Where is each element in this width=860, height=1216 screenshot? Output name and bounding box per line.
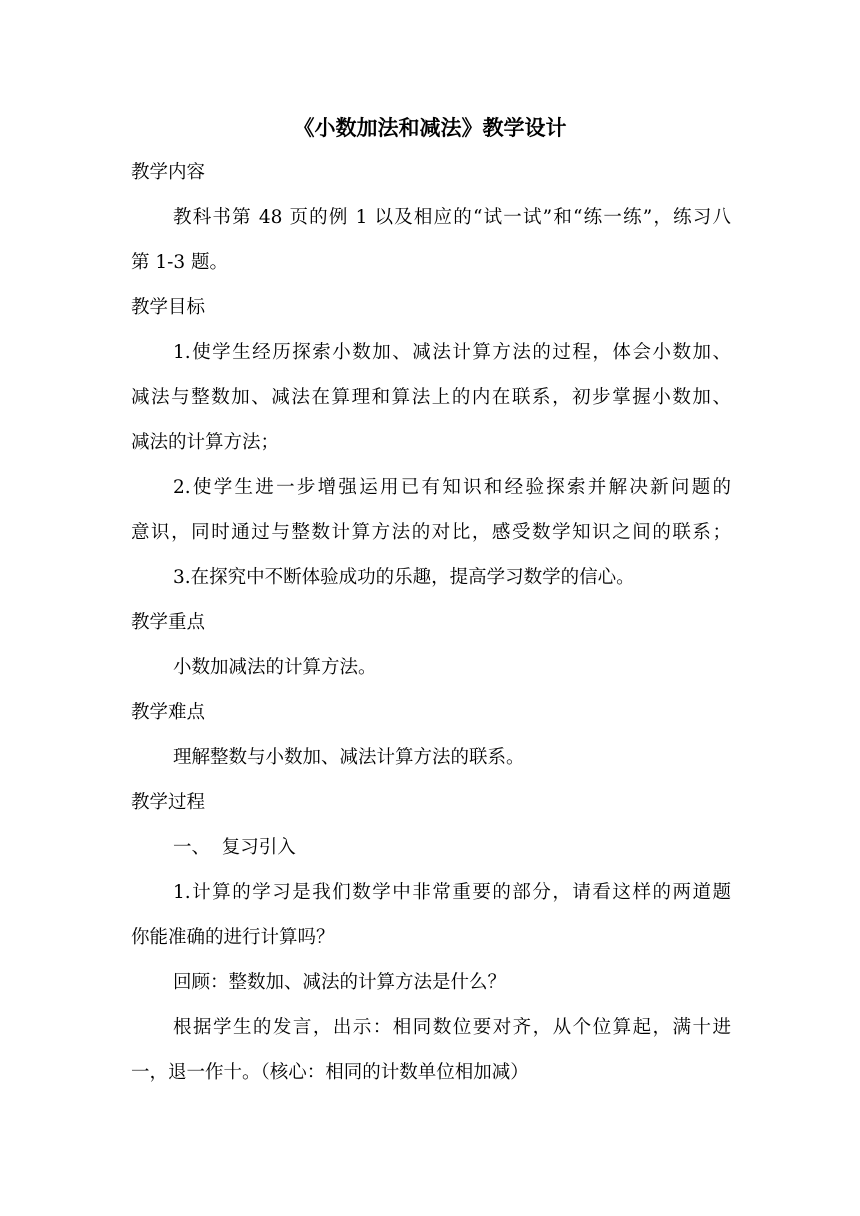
paragraph-line: 减法与整数加、减法在算理和算法上的内在联系，初步掌握小数加、 xyxy=(131,387,731,408)
paragraph-line: 回顾：整数加、减法的计算方法是什么？ xyxy=(173,972,507,993)
paragraph-line: 一，退一作十。（核心：相同的计数单位相加减） xyxy=(131,1062,529,1083)
section-heading-content: 教学内容 xyxy=(131,162,206,183)
paragraph-line: 你能准确的进行计算吗？ xyxy=(131,927,335,948)
section-heading-key-points: 教学重点 xyxy=(131,612,206,633)
paragraph-line: 理解整数与小数加、减法计算方法的联系。 xyxy=(173,747,525,768)
paragraph-line: 3.在探究中不断体验成功的乐趣，提高学习数学的信心。 xyxy=(173,567,635,588)
paragraph-line: 教科书第 48 页的例 1 以及相应的“试一试”和“练一练”，练习八 xyxy=(173,207,731,228)
paragraph-line: 2.使学生进一步增强运用已有知识和经验探索并解决新问题的 xyxy=(173,477,731,498)
paragraph-line: 1.使学生经历探索小数加、减法计算方法的过程，体会小数加、 xyxy=(173,342,731,363)
document-title: 《小数加法和减法》教学设计 xyxy=(293,115,567,140)
paragraph-line: 第 1-3 题。 xyxy=(131,252,229,273)
section-heading-process: 教学过程 xyxy=(131,792,206,813)
paragraph-line: 根据学生的发言，出示：相同数位要对齐，从个位算起，满十进 xyxy=(173,1017,731,1038)
process-step-heading: 一、 复习引入 xyxy=(173,837,296,858)
paragraph-line: 小数加减法的计算方法。 xyxy=(173,657,377,678)
paragraph-line: 1.计算的学习是我们数学中非常重要的部分，请看这样的两道题 xyxy=(173,882,731,903)
paragraph-line: 意识，同时通过与整数计算方法的对比，感受数学知识之间的联系； xyxy=(131,522,731,543)
paragraph-line: 减法的计算方法； xyxy=(131,432,280,453)
section-heading-difficulties: 教学难点 xyxy=(131,702,206,723)
section-heading-goals: 教学目标 xyxy=(131,297,206,318)
